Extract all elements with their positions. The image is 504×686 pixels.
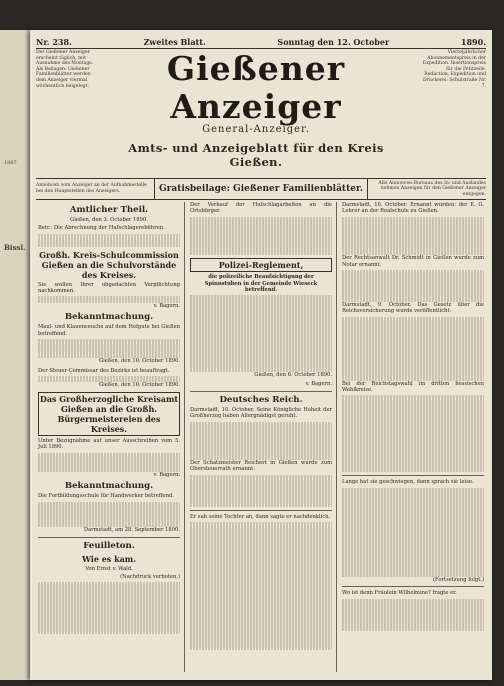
article-text: Der Steuer-Commissar des Bezirks ist beauftragt.	[38, 367, 170, 374]
article-text: Darmstadt, 10. October. Seine Königliche Hoheit der Großherzog haben Allergnädigst geruht.	[190, 406, 332, 420]
text-block	[342, 466, 484, 472]
masthead-info-right: Vierteljährlicher Abonnementspreis in der Expedition. Insertionspreis für die Petitzeile. Redaction, Expedition und Druckerei: Schulstraße Nr. 7.	[422, 50, 486, 89]
signature: v. Bagern.	[305, 381, 332, 388]
story-author: Von Ernst v. Wald.	[85, 565, 133, 572]
article-heading: Polizei-Reglement,	[190, 258, 332, 272]
section-heading: Deutsches Reich.	[219, 394, 303, 405]
text-block	[342, 624, 484, 630]
text-block	[38, 240, 180, 246]
band-left-note: Annoncen vom Anzeiger an der Aufnahmestelle bei den Hauptstellen des Anzeigers.	[36, 183, 147, 194]
divider	[190, 510, 332, 511]
article-text: Er sah seine Tochter an, dann sagte er nachdenklich.	[190, 513, 331, 520]
text-block	[38, 352, 180, 358]
article-text: Wo ist denn Fräulein Wilhelmine? fragte er.	[342, 590, 457, 597]
divider	[342, 586, 484, 587]
section-heading: Feuilleton.	[83, 540, 135, 551]
masthead-info-left: Der Gießener Anzeiger erscheint täglich, mit Ausnahme des Montags. Als Beilagen: Gießener Familienblätter werden dem Anzeiger viermal wöchentlich beigelegt.	[36, 50, 94, 89]
text-block	[190, 500, 332, 506]
newspaper-tagline: Amts- und Anzeigeblatt für den Kreis Gießen.	[128, 141, 384, 169]
text-block	[342, 296, 484, 302]
column-rule	[336, 202, 337, 672]
masthead	[106, 50, 406, 169]
article-heading: Bekanntmachung.	[64, 481, 154, 492]
text-block	[38, 296, 180, 302]
signature: Gießen, den 10. October 1890.	[98, 358, 180, 365]
article-heading: Großh. Kreis-Schulcommission Gießen an die Schulvorstände des Kreises.	[39, 249, 179, 280]
text-block	[38, 521, 180, 527]
text-block	[190, 454, 332, 460]
signature: Darmstadt, am 28. September 1890.	[83, 527, 180, 534]
text-block	[38, 627, 180, 633]
article-heading: Das Großherzogliche Kreisamt Gießen an die Großh. Bürgermeistereien des Kreises.	[39, 393, 179, 434]
text-block	[342, 374, 484, 380]
divider	[38, 537, 180, 538]
article-text: Die Fortbildungsschule für Handwerker betreffend.	[38, 493, 174, 500]
issue-header	[36, 36, 486, 49]
article-text: Der Schatzmeister Reichert in Gießen wurde zum Obersteuerrath ernannt.	[190, 460, 332, 473]
article-heading: Bekanntmachung.	[64, 312, 154, 323]
text-block	[190, 366, 332, 372]
divider	[190, 391, 332, 392]
article-text: Bei der Reichstagswahl im dritten hessischen Wahlkreise.	[342, 380, 484, 394]
divider	[342, 475, 484, 476]
sheet-label: Zweites Blatt.	[143, 37, 206, 47]
text-block	[38, 376, 180, 382]
signature: v. Bagern.	[153, 302, 180, 309]
article-text: Unter Bezugnahme auf unser Ausschreiben vom 5. Juli 1890.	[38, 437, 180, 451]
article-text: Sie wollen Ihrer obgedachten Verpflichtung nachkommen.	[38, 281, 180, 294]
issue-year: 1890.	[460, 37, 486, 47]
section-heading: Amtlicher Theil.	[69, 205, 149, 215]
article-text: Betr.: Die Abrechnung der Hufschlagerebühren.	[38, 225, 165, 232]
column-1	[38, 202, 180, 634]
column-rule	[184, 202, 185, 672]
newspaper-page	[30, 30, 492, 680]
signature: v. Bagern.	[153, 471, 180, 478]
column-2	[190, 202, 332, 650]
article-text: Der Rechtsanwalt Dr. Schmidt in Gießen wurde zum Notar ernannt.	[342, 255, 484, 268]
article-text: Lange hat sie geschwiegen, dann sprach sie leise.	[342, 479, 474, 486]
signature: Gießen, den 10. October 1890.	[98, 382, 180, 389]
issue-number: Nr. 238.	[36, 37, 72, 47]
article-text: Darmstadt, 10. October. Ernannt wurden: der E. G. Lehrer an der Realschule zu Gießen.	[342, 202, 484, 215]
continued-note: (Fortsetzung folgt.)	[432, 577, 484, 584]
article-text: Der Verkauf der Hufschlagarbeiten an die Ortsbürger.	[190, 202, 332, 215]
article-subheading: die polizeiliche Beaufsichtigung der Spinnstuben in der Gemeinde Wieseck betreffend.	[204, 274, 318, 293]
adjacent-page-text: 1887	[4, 160, 17, 166]
info-band	[36, 178, 486, 200]
supplement-notice: Gratisbeilage: Gießener Familienblätter.	[154, 179, 368, 199]
text-block	[190, 644, 332, 650]
adjacent-page-text: Bissl.	[4, 243, 26, 252]
adjacent-page-strip	[0, 30, 32, 680]
reprint-note: (Nachdruck verboten.)	[120, 573, 180, 580]
issue-date: Sonntag den 12. October	[277, 37, 390, 47]
text-block	[342, 571, 484, 577]
newspaper-subtitle: General-Anzeiger.	[202, 124, 310, 135]
column-3	[342, 202, 484, 631]
article-text: Darmstadt, 9. October. Das Gesetz über die Reichsversicherung wurde veröffentlicht.	[342, 301, 484, 315]
text-block	[190, 249, 332, 255]
band-right-note: Alle Annoncen-Bureaux des In- und Auslandes nehmen Anzeigen für den Gießener Anzeiger entgegen.	[378, 180, 486, 197]
article-text: Maul- und Klauenseuche auf dem Hofgute bei Gießen betreffend.	[38, 324, 180, 337]
text-block	[38, 465, 180, 471]
dateline: Gießen, den 3. October 1890.	[70, 217, 148, 223]
signature: Gießen, den 6. October 1890.	[254, 372, 332, 379]
story-title: Wie es kam.	[81, 553, 137, 564]
text-block	[342, 249, 484, 255]
newspaper-title: Gießener Anzeiger	[166, 49, 346, 126]
